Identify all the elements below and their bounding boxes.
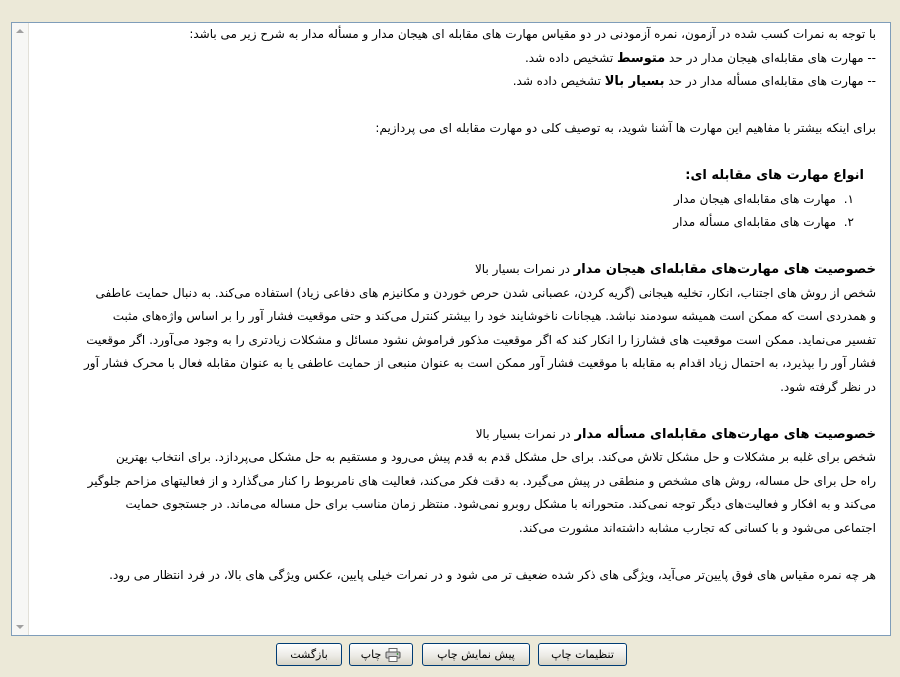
problem-level-line: -- مهارت های مقابله‌ای مسأله مدار در حد بسیار بالا تشخیص داده شد. xyxy=(512,74,876,89)
button-bar xyxy=(0,643,900,669)
report-content xyxy=(32,23,884,635)
problem-section-title: خصوصیت های مهارت‌های مقابله‌ای مسأله مدار در نمرات بسیار بالا xyxy=(475,426,876,442)
list-item: ۲.مهارت های مقابله‌ای مسأله مدار xyxy=(673,215,854,229)
report-frame xyxy=(11,22,891,636)
problem-level-value: بسیار بالا xyxy=(604,74,665,89)
footer-note: هر چه نمره مقیاس های فوق پایین‌تر می‌آید، ویژگی های ذکر شده ضعیف تر می شود و در نمرات خیلی پایین، عکس ویژگی های بالا، در فرد انتظار می رود. xyxy=(109,567,876,582)
back-button[interactable]: بازگشت xyxy=(276,643,342,666)
print-button[interactable]: چاپ xyxy=(349,643,413,666)
emotion-section-text: شخص از روش های اجتناب، انکار، تخلیه هیجانی (گریه کردن، عصبانی شدن حرص خوردن و مکانیزم های دفاعی زیاد) استفاده می‌کند. به دنبال حمایت عاطفی و همدردی است که ممکن است همیشه سودمند نباشد. هیجانات ناخوشایند خود را بیشتر کنترل می‌کند و حتی موقعیت فشار آور را بر اساس واژه‌های مثبت تفسیر می‌نماید. ممکن است موقعیت های فشارزا را انکار کند که اگر موقعیت مذکور فراموش نشود مسائل و مشکلات زیادتری را به وجود می‌آورد. اگر موقعیت فشار آور را بپذیرد، به احتمال زیاد اقدام به مقابله با موقعیت فشار آور ممکن است به عنوان منبعی از حمایت عاطفی یا به عنوان مقابله فعال با محرک فشار آور در نظر گرفته شود. xyxy=(84,285,876,394)
intro-description: برای اینکه بیشتر با مفاهیم این مهارت ها آشنا شوید، به توصیف کلی دو مهارت مقابله ای می پردازیم: xyxy=(375,121,876,135)
list-item: ۱.مهارت های مقابله‌ای هیجان مدار xyxy=(674,191,854,206)
emotion-level-value: متوسط xyxy=(617,50,666,66)
vertical-scrollbar[interactable] xyxy=(12,23,29,635)
emotion-section-title: خصوصیت های مهارت‌های مقابله‌ای هیجان مدار در نمرات بسیار بالا xyxy=(474,262,876,277)
print-settings-button[interactable]: تنظیمات چاپ xyxy=(538,643,627,666)
print-preview-button[interactable]: پیش نمایش چاپ xyxy=(422,643,530,666)
scroll-down-icon[interactable] xyxy=(16,625,24,629)
intro-line: با توجه به نمرات کسب شده در آزمون، نمره آزمودنی در دو مقیاس مهارت های مقابله ای هیجان مدار و مسأله مدار به شرح زیر می باشد: xyxy=(189,27,876,41)
emotion-level-line: -- مهارت های مقابله‌ای هیجان مدار در حد متوسط تشخیص داده شد. xyxy=(524,50,876,66)
scroll-up-icon[interactable] xyxy=(16,29,24,33)
printer-icon xyxy=(385,648,401,662)
problem-section-text: شخص برای غلبه بر مشکلات و حل مشکل تلاش می‌کند. برای حل مشکل قدم به قدم پیش می‌رود و مستقیم به حل مشکل می‌پردازد. برای انتخاب بهترین راه حل برای حل مساله، روش های مشخص و منطقی در پیش می‌گیرد. به دقت فکر می‌کند، فعالیت های نامربوط را کنار می‌گذارد و از فعالیتهای مزاحم جلوگیر می‌کند و به افکار و فعالیت‌های دیگر توجه نمی‌کند. متحورانه با مشکل روبرو نمی‌شود. منتظر زمان مناسب برای حل مساله می‌ماند. در جستجوی حمایت اجتماعی می‌شود و با کسانی که تجارب مشابه داشته‌اند مشورت می‌کند. xyxy=(87,450,876,535)
types-heading: انواع مهارت های مقابله ای: xyxy=(685,168,864,183)
